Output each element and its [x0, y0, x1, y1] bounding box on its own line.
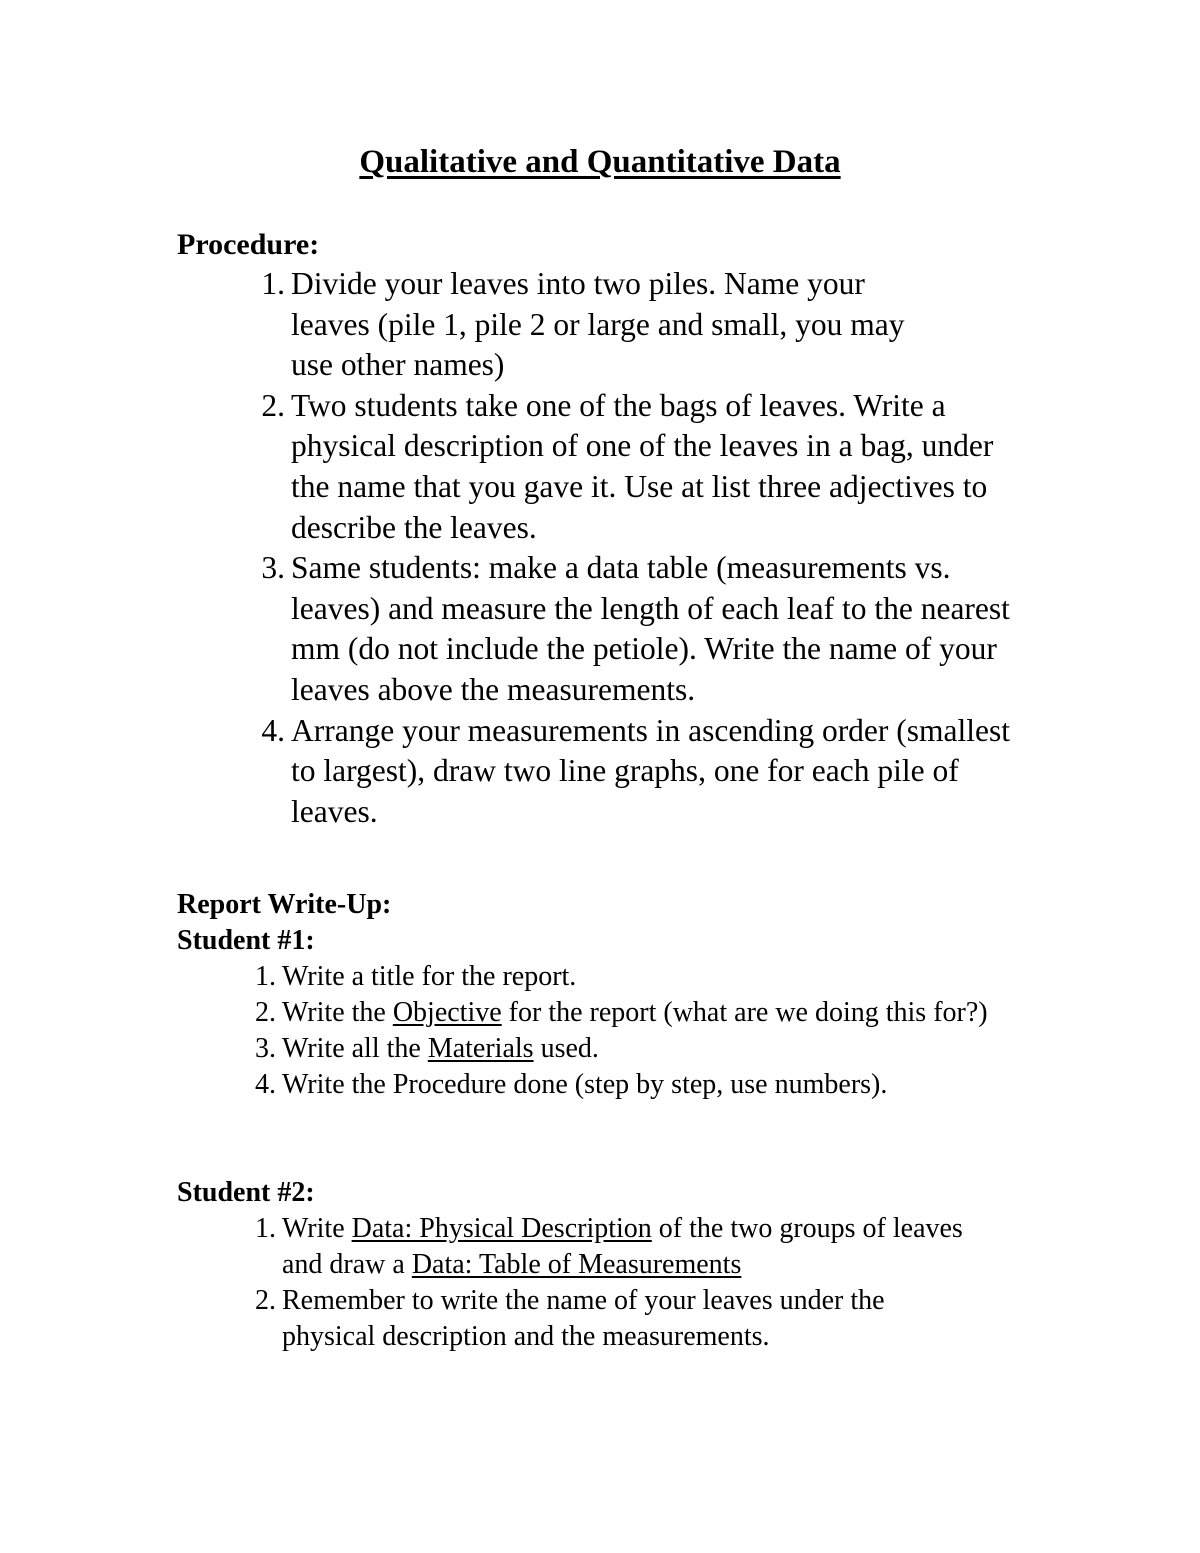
procedure-list — [261, 264, 1031, 832]
procedure-item-text: Two students take one of the bags of leaves. Write a physical description of one of the leaves in a bag, under the name that you gave it. Use at list three adjectives to describe the leaves. — [291, 387, 994, 545]
list-item-text-mid: of the two groups of leaves and draw a — [282, 1213, 963, 1280]
procedure-item-number: 1. — [261, 266, 285, 301]
list-item-text: Write a title for the report. — [282, 961, 577, 992]
report-heading: Report Write-Up: — [177, 889, 392, 920]
student1-item-2 — [255, 995, 1022, 1031]
list-item-text: Remember to write the name of your leaves under the physical description and the measurements. — [282, 1285, 885, 1352]
procedure-item-number: 4. — [261, 712, 285, 748]
physical-description-term: Data: Physical Description — [351, 1213, 652, 1244]
student2-list — [255, 1211, 982, 1355]
student1-list — [255, 959, 1022, 1103]
procedure-item-text: Same students: make a data table (measurements vs. leaves) and measure the length of each leaf to the nearest mm (do not include the petiole). Write the name of your leaves above the measurements. — [291, 550, 1010, 707]
procedure-item-number: 3. — [261, 550, 285, 586]
list-item-number: 2. — [255, 1285, 276, 1316]
list-item-number: 2. — [255, 997, 276, 1028]
procedure-item-number: 2. — [261, 387, 285, 423]
procedure-item-text: Divide your leaves into two piles. Name your leaves (pile 1, pile 2 or large and small, you may use other names) — [291, 266, 905, 383]
student2-heading: Student #2: — [177, 1177, 315, 1208]
student1-heading: Student #1: — [177, 925, 315, 956]
student1-item-4 — [255, 1067, 1022, 1103]
procedure-item-1 — [261, 264, 951, 386]
student1-item-3 — [255, 1031, 1022, 1067]
list-item-number: 1. — [255, 1213, 276, 1244]
list-item-text-pre: Write — [282, 1213, 352, 1244]
materials-term: Materials — [427, 1033, 534, 1064]
table-of-measurements-term: Data: Table of Measurements — [411, 1249, 742, 1280]
student2-item-2 — [255, 1283, 982, 1355]
procedure-item-3 — [261, 548, 1021, 710]
procedure-item-2 — [261, 386, 1021, 548]
list-item-text-pre: Write the — [282, 997, 393, 1028]
document-title: Qualitative and Quantitative Data — [359, 144, 841, 180]
student1-item-1 — [255, 959, 1022, 995]
procedure-heading: Procedure: — [177, 228, 320, 261]
list-item-text-post: for the report (what are we doing this for?) — [501, 997, 988, 1028]
procedure-item-4 — [261, 711, 1021, 833]
list-item-number: 4. — [255, 1069, 276, 1100]
list-item-text-pre: Write all the — [282, 1033, 428, 1064]
list-item-text: Write the Procedure done (step by step, use numbers). — [282, 1069, 888, 1100]
list-item-number: 3. — [255, 1033, 276, 1064]
list-item-text-post: used. — [533, 1033, 599, 1064]
list-item-number: 1. — [255, 961, 276, 992]
procedure-item-text: Arrange your measurements in ascending order (smallest to largest), draw two line graphs, one for each pile of leaves. — [291, 712, 1011, 829]
student2-item-1 — [255, 1211, 982, 1283]
objective-term: Objective — [392, 997, 502, 1028]
